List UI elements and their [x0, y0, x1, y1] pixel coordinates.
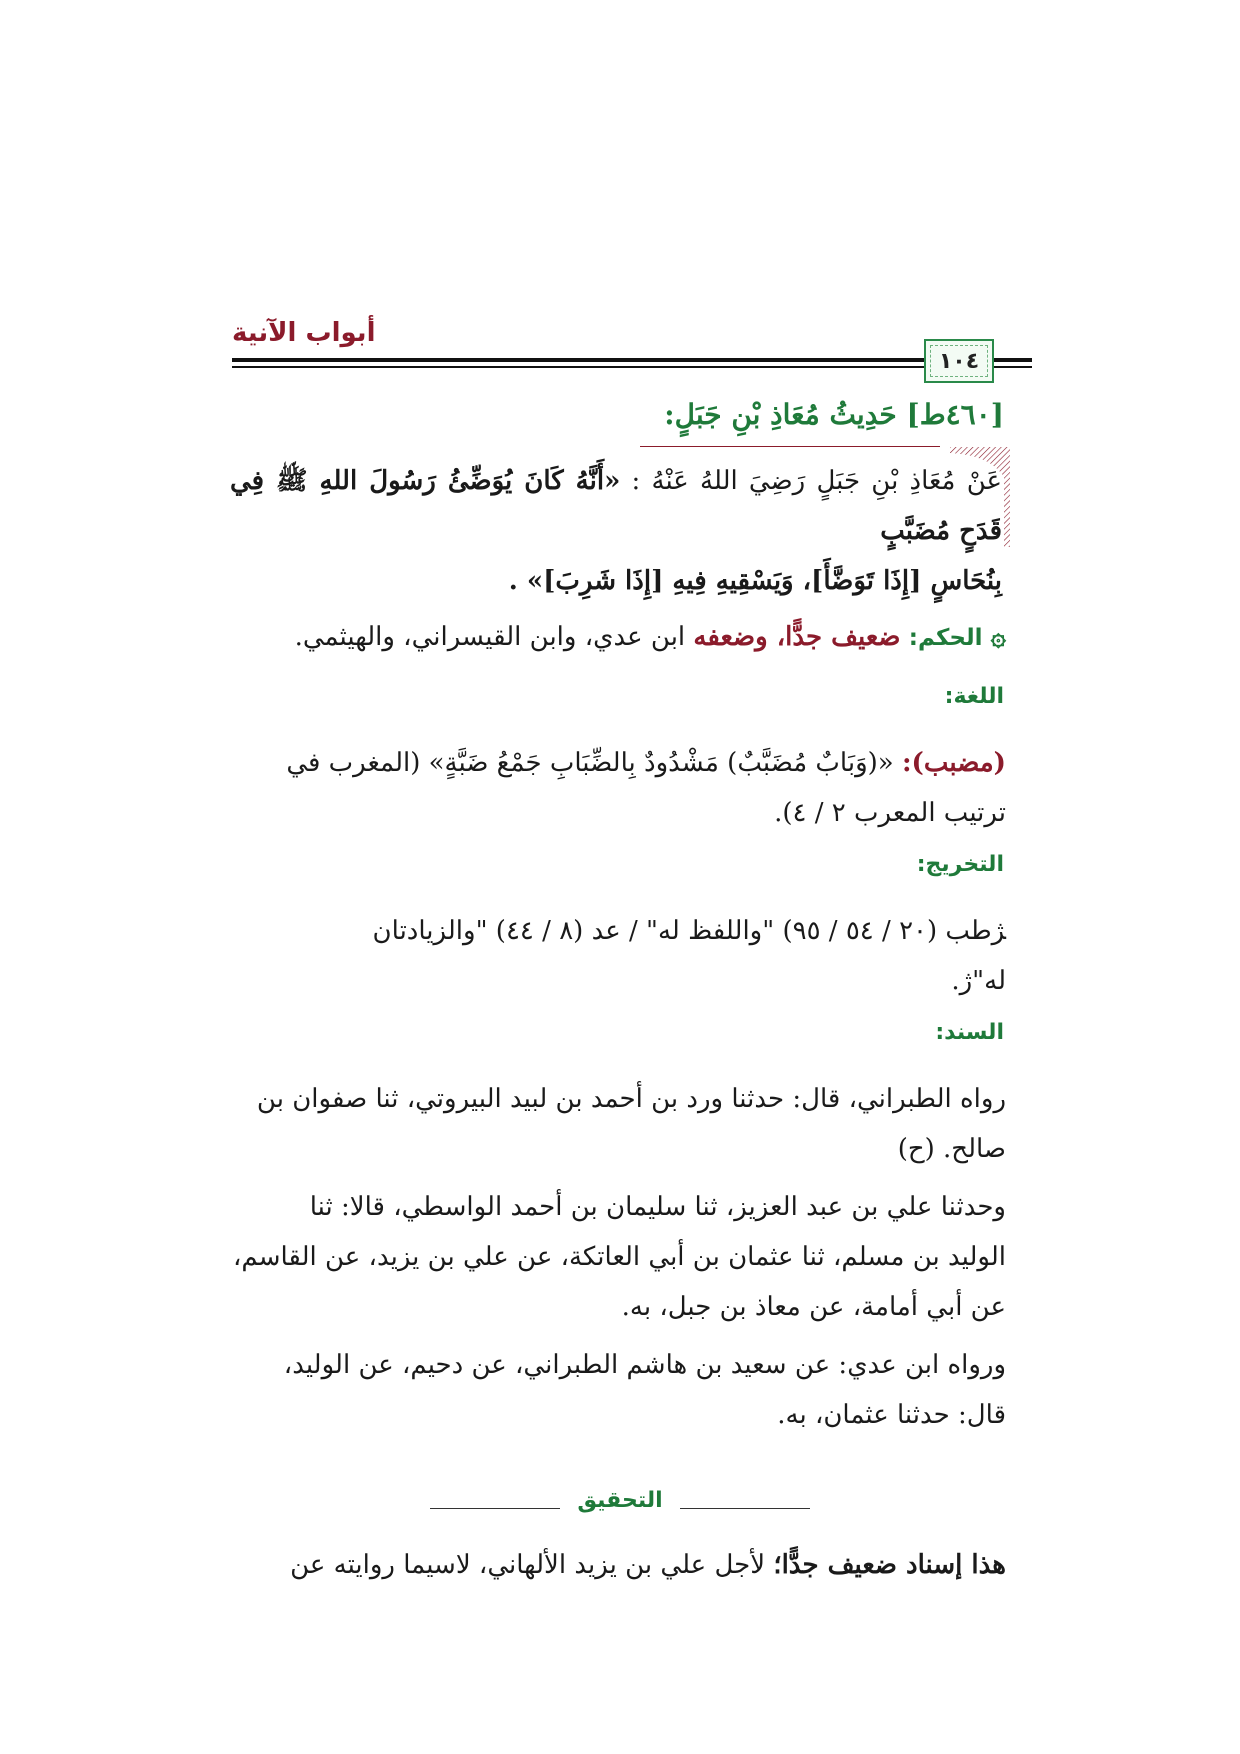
ruling-verdict: ضعيف جدًّا، وضعفه — [693, 622, 901, 652]
page-number: ١٠٤ — [938, 348, 980, 374]
sanad-para-1 — [232, 1074, 1006, 1174]
hadith-line-1 — [230, 456, 1002, 556]
hadith-matn-1: «أَنَّهُ كَانَ يُوَضِّئُ رَسُولَ اللهِ ﷺ فِي قَدَحٍ مُضَبَّبٍ — [230, 466, 1002, 546]
header-rule-right-thin — [995, 366, 1021, 368]
ruling-line — [232, 612, 1006, 663]
takhrij-line-2: له"ﮊ. — [951, 966, 1006, 996]
hadith-line-2 — [230, 556, 1002, 606]
hadith-intro: عَنْ مُعَاذِ بْنِ جَبَلٍ رَضِيَ اللهُ عَنْهُ : — [631, 466, 1002, 496]
takhrij-title: التخريج: — [916, 852, 1004, 877]
language-text — [232, 738, 1006, 838]
sanad-para-3 — [232, 1340, 1006, 1440]
ruling-rest: ابن عدي، وابن القيسراني، والهيثمي. — [294, 622, 686, 652]
sanad-p1-line-1: رواه الطبراني، قال: حدثنا ورد بن أحمد بن لبيد البيروتي، ثنا صفوان بن — [256, 1084, 1006, 1114]
language-title: اللغة: — [944, 684, 1004, 709]
tahqiq-bold-start: هذا إسناد ضعيف جدًّا؛ — [773, 1550, 1006, 1580]
ruling-symbol: ۞ — [990, 622, 1006, 652]
sanad-p3-line-1: ورواه ابن عدي: عن سعيد بن هاشم الطبراني، عن دحيم، عن الوليد، — [283, 1350, 1006, 1380]
sanad-title: السند: — [935, 1020, 1004, 1045]
header-rule-thick — [232, 358, 1032, 362]
takhrij-line-1: ﮋطب (٢٠ / ٥٤ / ٩٥) "واللفظ له" / عد (٨ / ٤٤) "والزيادتان — [372, 916, 1006, 946]
language-line-2: ترتيب المعرب ٢ / ٤). — [774, 798, 1006, 828]
ruling-label: الحكم: — [908, 625, 983, 651]
sanad-p1-line-2: صالح. (ح) — [897, 1134, 1006, 1164]
language-line-1 — [232, 738, 1006, 788]
tahqiq-rest: لأجل علي بن يزيد الألهاني، لاسيما روايته عن — [290, 1550, 766, 1580]
takhrij-text — [232, 906, 1006, 1006]
sanad-p3-line-2: قال: حدثنا عثمان، به. — [777, 1400, 1006, 1430]
tahqiq-title: التحقيق — [560, 1488, 680, 1513]
running-header-title: أبواب الآنية — [232, 318, 376, 348]
header-rule-thin — [232, 366, 1032, 368]
header-rule-right-thick — [995, 358, 1021, 362]
sanad-p2-line-3: عن أبي أمامة، عن معاذ بن جبل، به. — [621, 1292, 1006, 1322]
hadith-heading: [٤٦٠ط] حَدِيثُ مُعَاذِ بْنِ جَبَلٍ: — [664, 398, 1004, 431]
language-term: (مضبب): — [901, 748, 1006, 778]
tahqiq-text — [232, 1540, 1006, 1590]
sanad-p2-line-2: الوليد بن مسلم، ثنا عثمان بن أبي العاتكة، عن علي بن يزيد، عن القاسم، — [233, 1242, 1006, 1272]
sanad-p2-line-1: وحدثنا علي بن عبد العزيز، ثنا سليمان بن أحمد الواسطي، قالا: ثنا — [309, 1192, 1006, 1222]
hadith-matn-2: بِنُحَاسٍ [إِذَا تَوَضَّأَ]، وَيَسْقِيهِ فِيهِ [إِذَا شَرِبَ]» . — [508, 566, 1002, 596]
sanad-para-2 — [232, 1182, 1006, 1332]
hadith-text — [230, 456, 1002, 606]
heading-underline — [640, 446, 940, 447]
page-number-frame — [924, 339, 994, 383]
language-def-1: «(وَبَابٌ مُضَبَّبٌ) مَشْدُودٌ بِالضِّبَابِ جَمْعُ ضَبَّةٍ» (المغرب في — [286, 748, 894, 778]
